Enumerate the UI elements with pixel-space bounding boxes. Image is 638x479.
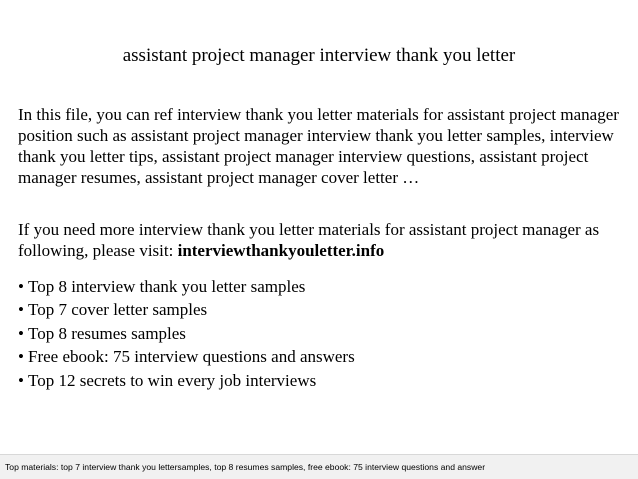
- bullet-icon: •: [18, 277, 24, 296]
- bullet-icon: •: [18, 347, 24, 367]
- list-item-text: Top 12 secrets to win every job interviews: [28, 370, 317, 390]
- website-link[interactable]: interviewthankyouletter.info: [177, 241, 385, 260]
- materials-list: [18, 275, 628, 392]
- list-item: [18, 369, 628, 392]
- list-item: [18, 322, 628, 345]
- bullet-icon: •: [18, 323, 24, 343]
- intro-paragraph: In this file, you can ref interview thank you letter materials for assistant project manager position such as assistant project manager interview thank you letter samples, interview thank you letter tips, assistant project manager interview questions, assistant project manager resumes, assistant project manager cover letter …: [18, 105, 619, 187]
- list-item: [18, 275, 628, 298]
- list-item: [18, 298, 628, 321]
- list-item: [18, 345, 628, 368]
- list-item-text: Top 7 cover letter samples: [28, 300, 208, 320]
- list-item-text: Top 8 interview thank you letter samples: [28, 277, 306, 296]
- slide-body: [18, 104, 628, 392]
- visit-paragraph-text: If you need more interview thank you letter materials for assistant project manager as following, please visit:: [18, 220, 600, 260]
- list-item-text: Free ebook: 75 interview questions and answers: [28, 347, 355, 367]
- visit-paragraph: [18, 219, 628, 261]
- bullet-icon: •: [18, 370, 24, 390]
- footer-text: Top materials: top 7 interview thank you lettersamples, top 8 resumes samples, free ebook: 75 interview questions and answer: [5, 462, 486, 472]
- page-title: assistant project manager interview thank you letter: [122, 45, 516, 66]
- footer-bar: [0, 454, 638, 479]
- list-item-text: Top 8 resumes samples: [28, 323, 186, 343]
- bullet-icon: •: [18, 300, 24, 320]
